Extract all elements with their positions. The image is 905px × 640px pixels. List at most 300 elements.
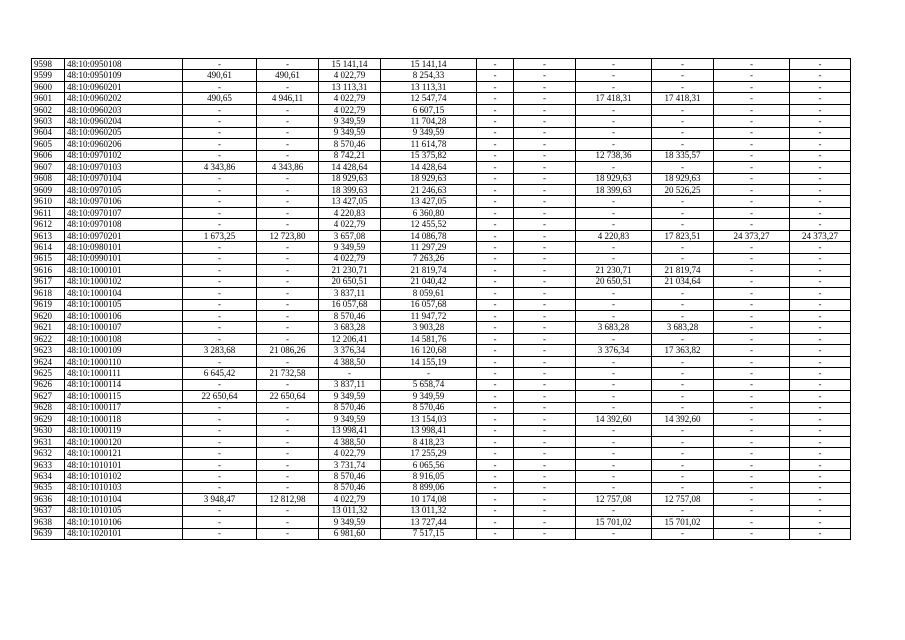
table-cell: -: [790, 414, 851, 425]
table-cell: -: [257, 310, 319, 321]
table-cell: -: [714, 253, 790, 264]
table-cell: -: [477, 93, 514, 104]
table-cell: 22 650,64: [257, 391, 319, 402]
table-cell: 9633: [32, 459, 65, 470]
table-cell: 4 388,50: [319, 356, 381, 367]
table-cell: 9608: [32, 173, 65, 184]
table-cell: 18 929,63: [576, 173, 652, 184]
table-cell: -: [514, 59, 576, 70]
table-cell: -: [257, 104, 319, 115]
table-cell: 21 086,26: [257, 345, 319, 356]
table-cell: -: [714, 322, 790, 333]
table-cell: 12 812,98: [257, 494, 319, 505]
table-cell: 4 220,83: [576, 230, 652, 241]
table-row: [32, 517, 851, 528]
table-cell: -: [652, 104, 714, 115]
table-cell: -: [257, 436, 319, 447]
table-cell: -: [790, 150, 851, 161]
table-cell: -: [514, 104, 576, 115]
table-cell: 17 418,31: [576, 93, 652, 104]
table-cell: 9604: [32, 127, 65, 138]
table-cell: 490,65: [183, 93, 257, 104]
table-cell: -: [576, 425, 652, 436]
table-cell: -: [652, 391, 714, 402]
table-row: [32, 402, 851, 413]
table-cell: 11 947,72: [381, 310, 477, 321]
table-cell: -: [576, 402, 652, 413]
table-cell: 3 683,28: [319, 322, 381, 333]
table-cell: 4 022,79: [319, 494, 381, 505]
table-cell: 48:10:1010104: [65, 494, 183, 505]
table-cell: -: [790, 265, 851, 276]
table-cell: -: [477, 230, 514, 241]
table-cell: 9625: [32, 368, 65, 379]
table-cell: 9618: [32, 288, 65, 299]
table-cell: -: [714, 345, 790, 356]
table-cell: -: [576, 219, 652, 230]
table-cell: -: [714, 459, 790, 470]
table-cell: 9607: [32, 162, 65, 173]
table-row: [32, 505, 851, 516]
table-cell: -: [652, 70, 714, 81]
table-cell: 8 570,46: [319, 139, 381, 150]
table-cell: 9 349,59: [381, 127, 477, 138]
table-cell: 4 022,79: [319, 93, 381, 104]
table-cell: 48:10:1000115: [65, 391, 183, 402]
table-cell: 3 903,28: [381, 322, 477, 333]
table-cell: -: [652, 310, 714, 321]
table-cell: 22 650,64: [183, 391, 257, 402]
table-cell: 8 059,61: [381, 288, 477, 299]
table-row: [32, 219, 851, 230]
table-cell: -: [257, 253, 319, 264]
table-cell: 3 376,34: [319, 345, 381, 356]
table-cell: -: [790, 517, 851, 528]
table-row: [32, 425, 851, 436]
table-cell: 9614: [32, 242, 65, 253]
table-cell: -: [257, 528, 319, 539]
table-cell: -: [652, 116, 714, 127]
table-cell: 17 418,31: [652, 93, 714, 104]
table-cell: -: [514, 448, 576, 459]
document-page: [31, 58, 851, 540]
table-cell: -: [790, 310, 851, 321]
table-cell: -: [477, 345, 514, 356]
table-cell: 13 427,05: [319, 196, 381, 207]
table-cell: 9632: [32, 448, 65, 459]
table-cell: 48:10:1000111: [65, 368, 183, 379]
table-cell: 8 570,46: [319, 482, 381, 493]
table-cell: -: [183, 59, 257, 70]
table-cell: -: [790, 276, 851, 287]
table-cell: -: [652, 459, 714, 470]
table-cell: 9615: [32, 253, 65, 264]
table-cell: 3 948,47: [183, 494, 257, 505]
table-cell: -: [477, 207, 514, 218]
table-cell: -: [183, 150, 257, 161]
table-cell: -: [790, 173, 851, 184]
table-cell: 48:10:1000109: [65, 345, 183, 356]
table-cell: 12 723,80: [257, 230, 319, 241]
table-cell: -: [652, 505, 714, 516]
table-row: [32, 391, 851, 402]
table-cell: 48:10:0960201: [65, 81, 183, 92]
table-cell: -: [514, 93, 576, 104]
table-cell: -: [477, 425, 514, 436]
table-cell: -: [652, 333, 714, 344]
table-cell: -: [652, 356, 714, 367]
table-cell: 14 428,64: [319, 162, 381, 173]
table-cell: 48:10:1000101: [65, 265, 183, 276]
table-cell: -: [790, 402, 851, 413]
table-cell: 12 206,41: [319, 333, 381, 344]
table-cell: -: [257, 207, 319, 218]
table-cell: -: [714, 116, 790, 127]
table-cell: -: [257, 482, 319, 493]
table-cell: -: [477, 288, 514, 299]
table-cell: -: [257, 471, 319, 482]
table-cell: -: [652, 425, 714, 436]
table-cell: 12 738,36: [576, 150, 652, 161]
table-cell: 48:10:1010106: [65, 517, 183, 528]
table-cell: 48:10:1000105: [65, 299, 183, 310]
table-cell: 11 297,29: [381, 242, 477, 253]
table-cell: -: [790, 139, 851, 150]
table-cell: 20 526,25: [652, 184, 714, 195]
table-cell: -: [257, 150, 319, 161]
table-cell: -: [477, 368, 514, 379]
table-cell: 48:10:0960203: [65, 104, 183, 115]
table-cell: 48:10:1000120: [65, 436, 183, 447]
table-cell: -: [714, 310, 790, 321]
table-cell: 9631: [32, 436, 65, 447]
table-cell: 8 899,06: [381, 482, 477, 493]
table-cell: 21 246,63: [381, 184, 477, 195]
table-cell: 48:10:0980101: [65, 242, 183, 253]
table-cell: -: [576, 253, 652, 264]
table-cell: -: [514, 459, 576, 470]
table-cell: 13 427,05: [381, 196, 477, 207]
table-cell: -: [183, 299, 257, 310]
table-cell: -: [652, 448, 714, 459]
table-cell: 48:10:1000104: [65, 288, 183, 299]
table-row: [32, 139, 851, 150]
table-cell: -: [514, 242, 576, 253]
table-cell: 14 428,64: [381, 162, 477, 173]
table-cell: 17 363,82: [652, 345, 714, 356]
table-cell: -: [257, 448, 319, 459]
table-cell: 20 650,51: [576, 276, 652, 287]
table-cell: 9639: [32, 528, 65, 539]
table-cell: -: [790, 425, 851, 436]
table-cell: -: [514, 379, 576, 390]
table-cell: 9599: [32, 70, 65, 81]
table-row: [32, 471, 851, 482]
table-cell: 9619: [32, 299, 65, 310]
table-cell: 9 349,59: [319, 414, 381, 425]
table-cell: 9 349,59: [319, 517, 381, 528]
table-cell: -: [652, 402, 714, 413]
table-cell: 48:10:1000106: [65, 310, 183, 321]
table-cell: 48:10:0960202: [65, 93, 183, 104]
table-cell: -: [514, 391, 576, 402]
table-cell: -: [714, 173, 790, 184]
table-cell: -: [790, 345, 851, 356]
table-cell: 9626: [32, 379, 65, 390]
table-cell: -: [183, 402, 257, 413]
table-cell: -: [576, 288, 652, 299]
table-cell: 9621: [32, 322, 65, 333]
table-cell: -: [257, 379, 319, 390]
table-cell: -: [477, 528, 514, 539]
table-cell: 9622: [32, 333, 65, 344]
table-cell: -: [514, 196, 576, 207]
table-cell: 3 657,08: [319, 230, 381, 241]
table-cell: -: [514, 356, 576, 367]
table-cell: -: [477, 517, 514, 528]
table-cell: 9630: [32, 425, 65, 436]
table-cell: 4 022,79: [319, 253, 381, 264]
table-cell: -: [576, 116, 652, 127]
table-cell: -: [514, 207, 576, 218]
table-cell: 3 376,34: [576, 345, 652, 356]
table-cell: 18 929,63: [381, 173, 477, 184]
table-cell: 3 283,68: [183, 345, 257, 356]
table-cell: 13 011,32: [319, 505, 381, 516]
table-cell: -: [514, 276, 576, 287]
table-cell: 4 946,11: [257, 93, 319, 104]
table-cell: -: [257, 402, 319, 413]
table-cell: -: [790, 505, 851, 516]
table-cell: -: [183, 173, 257, 184]
table-cell: -: [652, 482, 714, 493]
table-cell: 9613: [32, 230, 65, 241]
table-cell: -: [477, 173, 514, 184]
table-row: [32, 482, 851, 493]
table-cell: 9629: [32, 414, 65, 425]
table-row: [32, 322, 851, 333]
table-cell: -: [714, 379, 790, 390]
table-cell: 48:10:0960206: [65, 139, 183, 150]
table-cell: 7 517,15: [381, 528, 477, 539]
table-cell: -: [477, 219, 514, 230]
table-cell: -: [576, 59, 652, 70]
table-cell: -: [576, 104, 652, 115]
table-cell: -: [183, 482, 257, 493]
table-cell: -: [381, 368, 477, 379]
table-cell: -: [183, 322, 257, 333]
table-cell: -: [714, 482, 790, 493]
table-cell: -: [257, 299, 319, 310]
table-cell: -: [576, 448, 652, 459]
table-cell: 11 704,28: [381, 116, 477, 127]
table-cell: -: [790, 494, 851, 505]
data-table: [31, 58, 851, 540]
table-cell: -: [477, 459, 514, 470]
table-cell: 16 057,68: [381, 299, 477, 310]
table-cell: 14 155,19: [381, 356, 477, 367]
table-row: [32, 528, 851, 539]
table-cell: -: [790, 59, 851, 70]
table-cell: 48:10:0960204: [65, 116, 183, 127]
table-cell: -: [714, 471, 790, 482]
table-cell: -: [652, 162, 714, 173]
table-cell: -: [576, 356, 652, 367]
table-cell: 7 263,26: [381, 253, 477, 264]
table-cell: -: [576, 196, 652, 207]
table-cell: 8 418,23: [381, 436, 477, 447]
table-cell: 21 819,74: [381, 265, 477, 276]
table-cell: -: [477, 70, 514, 81]
table-cell: 3 837,11: [319, 288, 381, 299]
table-cell: -: [183, 459, 257, 470]
table-cell: 48:10:1010105: [65, 505, 183, 516]
table-cell: -: [183, 207, 257, 218]
table-cell: -: [514, 414, 576, 425]
table-cell: -: [514, 471, 576, 482]
table-cell: -: [514, 402, 576, 413]
table-cell: -: [576, 368, 652, 379]
table-cell: -: [576, 391, 652, 402]
table-cell: -: [714, 288, 790, 299]
table-row: [32, 196, 851, 207]
table-cell: 21 732,58: [257, 368, 319, 379]
table-cell: -: [257, 265, 319, 276]
table-cell: -: [576, 139, 652, 150]
table-cell: -: [477, 436, 514, 447]
table-cell: -: [714, 356, 790, 367]
table-cell: -: [714, 402, 790, 413]
table-cell: -: [576, 436, 652, 447]
table-cell: -: [477, 162, 514, 173]
table-cell: -: [477, 391, 514, 402]
table-cell: -: [477, 104, 514, 115]
table-cell: 48:10:1000121: [65, 448, 183, 459]
table-cell: 4 343,86: [183, 162, 257, 173]
table-row: [32, 242, 851, 253]
table-cell: -: [714, 414, 790, 425]
table-cell: -: [790, 93, 851, 104]
table-cell: 48:10:0970104: [65, 173, 183, 184]
table-row: [32, 345, 851, 356]
table-row: [32, 436, 851, 447]
table-row: [32, 494, 851, 505]
table-cell: 6 981,60: [319, 528, 381, 539]
table-cell: -: [714, 528, 790, 539]
table-row: [32, 288, 851, 299]
table-row: [32, 310, 851, 321]
table-cell: -: [183, 116, 257, 127]
table-cell: 9636: [32, 494, 65, 505]
table-cell: 9 349,59: [319, 391, 381, 402]
table-cell: -: [514, 333, 576, 344]
table-cell: -: [714, 276, 790, 287]
table-cell: -: [477, 471, 514, 482]
table-cell: -: [477, 116, 514, 127]
table-cell: 9601: [32, 93, 65, 104]
table-row: [32, 379, 851, 390]
table-cell: 20 650,51: [319, 276, 381, 287]
table-cell: -: [183, 276, 257, 287]
table-row: [32, 184, 851, 195]
table-cell: -: [257, 333, 319, 344]
table-cell: 8 254,33: [381, 70, 477, 81]
table-cell: -: [477, 127, 514, 138]
table-cell: -: [714, 242, 790, 253]
table-cell: 6 360,80: [381, 207, 477, 218]
table-row: [32, 459, 851, 470]
table-cell: -: [790, 482, 851, 493]
table-cell: 9635: [32, 482, 65, 493]
table-cell: -: [790, 459, 851, 470]
table-cell: -: [514, 368, 576, 379]
table-cell: 9634: [32, 471, 65, 482]
table-cell: -: [183, 356, 257, 367]
table-cell: -: [257, 505, 319, 516]
table-cell: 18 399,63: [576, 184, 652, 195]
table-cell: -: [652, 127, 714, 138]
table-body: [32, 59, 851, 540]
table-cell: -: [514, 299, 576, 310]
table-cell: 48:10:0990101: [65, 253, 183, 264]
table-cell: 14 086,78: [381, 230, 477, 241]
table-cell: -: [477, 276, 514, 287]
table-cell: -: [514, 288, 576, 299]
table-cell: 48:10:1010101: [65, 459, 183, 470]
table-cell: -: [652, 219, 714, 230]
table-cell: -: [183, 253, 257, 264]
table-cell: -: [576, 528, 652, 539]
table-cell: 9637: [32, 505, 65, 516]
table-cell: -: [790, 81, 851, 92]
table-cell: -: [714, 150, 790, 161]
table-cell: 9612: [32, 219, 65, 230]
table-cell: -: [514, 322, 576, 333]
table-cell: -: [514, 436, 576, 447]
table-row: [32, 230, 851, 241]
table-cell: -: [257, 322, 319, 333]
table-cell: -: [477, 482, 514, 493]
table-cell: -: [714, 448, 790, 459]
table-cell: 9627: [32, 391, 65, 402]
table-cell: -: [477, 494, 514, 505]
table-cell: -: [790, 448, 851, 459]
table-cell: -: [477, 379, 514, 390]
table-cell: -: [790, 379, 851, 390]
table-cell: -: [477, 356, 514, 367]
table-cell: -: [257, 59, 319, 70]
table-cell: -: [183, 196, 257, 207]
table-cell: 17 255,29: [381, 448, 477, 459]
table-cell: -: [477, 448, 514, 459]
table-cell: 8 570,46: [319, 402, 381, 413]
table-cell: 14 581,76: [381, 333, 477, 344]
table-cell: -: [183, 414, 257, 425]
table-row: [32, 116, 851, 127]
table-cell: 9600: [32, 81, 65, 92]
table-cell: 9598: [32, 59, 65, 70]
table-cell: 9623: [32, 345, 65, 356]
table-cell: -: [714, 494, 790, 505]
table-row: [32, 93, 851, 104]
table-cell: -: [183, 471, 257, 482]
table-cell: 13 998,41: [381, 425, 477, 436]
table-cell: -: [514, 517, 576, 528]
table-cell: 4 343,86: [257, 162, 319, 173]
table-cell: 18 335,57: [652, 150, 714, 161]
table-cell: -: [790, 528, 851, 539]
table-cell: -: [183, 265, 257, 276]
